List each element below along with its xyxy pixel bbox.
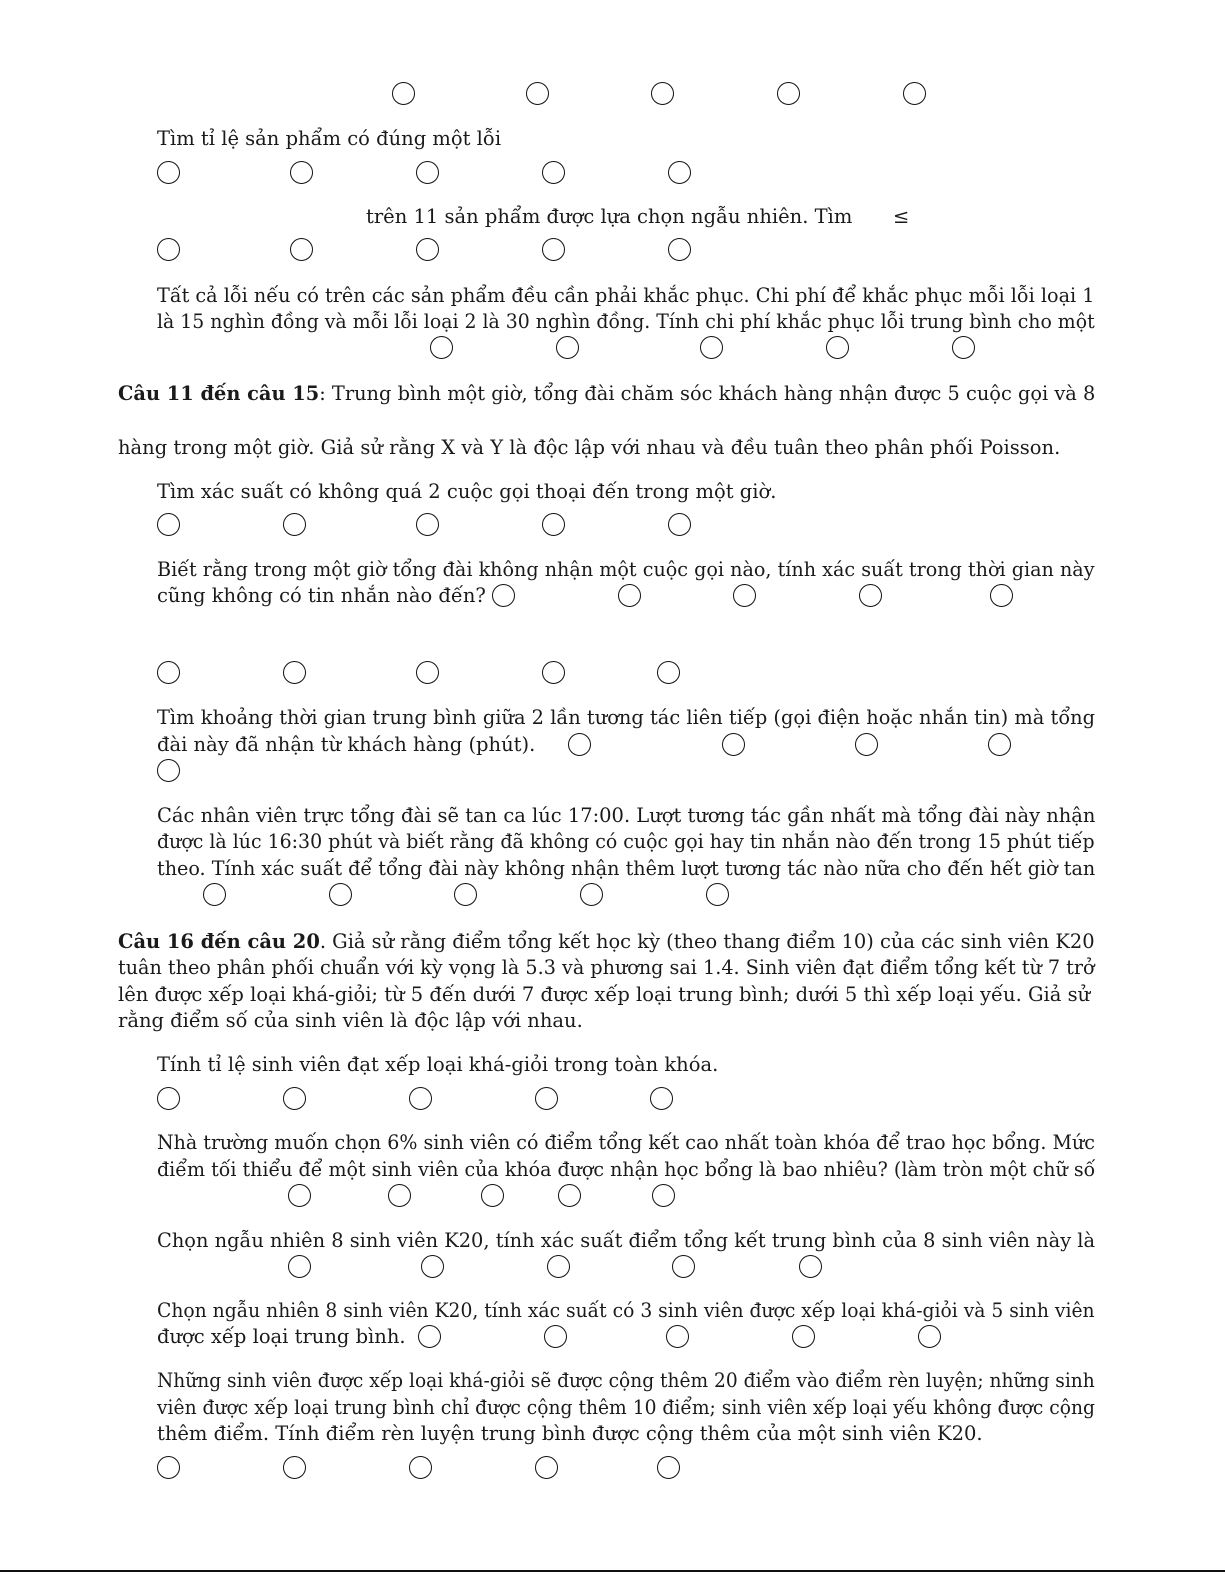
question-14-line-1: Tìm khoảng thời gian trung bình giữa 2 lần tương tác liên tiếp (gọi điện hoặc nhắn tin) mà tổng [157,706,1096,729]
question-19-line-2: được xếp loại trung bình. [157,1325,406,1348]
question-17-line-1: Nhà trường muốn chọn 6% sinh viên có điểm tổng kết cao nhất toàn khóa để trao học bổng. Mức [157,1131,1095,1154]
answer-option-circle[interactable] [203,883,226,906]
answer-option-circle[interactable] [157,1456,180,1479]
section-2-intro: : Trung bình một giờ, tổng đài chăm sóc khách hàng nhận được 5 cuộc gọi và 8 [319,382,1096,405]
question-19-line-1: Chọn ngẫu nhiên 8 sinh viên K20, tính xác suất có 3 sinh viên được xếp loại khá-giỏi và 5 sinh viên [157,1299,1095,1322]
section-2-heading: Câu 11 đến câu 15 [118,382,320,405]
answer-option-circle[interactable] [157,1087,180,1110]
section-3-line-4: rằng điểm số của sinh viên là độc lập với nhau. [118,1009,583,1032]
answer-option-circle[interactable] [290,238,313,261]
question-8-line-2: là 15 nghìn đồng và mỗi lỗi loại 2 là 30 nghìn đồng. Tính chi phí khắc phục lỗi trung bình cho một [157,310,1095,333]
answer-option-circle[interactable] [288,1184,311,1207]
question-15-line-1: Các nhân viên trực tổng đài sẽ tan ca lúc 17:00. Lượt tương tác gần nhất mà tổng đài này nhận [157,804,1096,827]
answer-option-circle[interactable] [157,661,180,684]
answer-option-circle[interactable] [799,1255,822,1278]
answer-option-circle[interactable] [652,1184,675,1207]
question-12-line-1: Biết rằng trong một giờ tổng đài không nhận một cuộc gọi nào, tính xác suất trong thời gian này [157,558,1095,581]
answer-option-circle[interactable] [535,1456,558,1479]
answer-option-circle[interactable] [416,161,439,184]
answer-option-circle[interactable] [859,584,882,607]
section-2-line-1 [118,380,1095,407]
answer-option-circle[interactable] [542,513,565,536]
answer-option-circle[interactable] [418,1325,441,1348]
answer-option-circle[interactable] [580,883,603,906]
answer-option-circle[interactable] [666,1325,689,1348]
answer-option-circle[interactable] [430,336,453,359]
answer-option-circle[interactable] [722,733,745,756]
question-7-text: trên 11 sản phẩm được lựa chọn ngẫu nhiên. Tìm [366,205,853,228]
answer-option-circle[interactable] [409,1456,432,1479]
question-11-text: Tìm xác suất có không quá 2 cuộc gọi thoại đến trong một giờ. [157,480,777,503]
question-16-text: Tính tỉ lệ sinh viên đạt xếp loại khá-giỏi trong toàn khóa. [157,1053,719,1076]
answer-option-circle[interactable] [855,733,878,756]
answer-option-circle[interactable] [283,661,306,684]
question-20-line-1: Những sinh viên được xếp loại khá-giỏi sẽ được cộng thêm 20 điểm vào điểm rèn luyện; những sinh [157,1369,1095,1392]
question-17-line-2: điểm tối thiểu để một sinh viên của khóa được nhận học bổng là bao nhiêu? (làm tròn một chữ số [157,1158,1096,1181]
answer-option-circle[interactable] [542,161,565,184]
answer-option-circle[interactable] [558,1184,581,1207]
page-bottom-rule [0,1570,1225,1572]
answer-option-circle[interactable] [535,1087,558,1110]
answer-option-circle[interactable] [657,661,680,684]
answer-option-circle[interactable] [651,82,674,105]
question-6-text: Tìm tỉ lệ sản phẩm có đúng một lỗi [157,127,502,150]
answer-option-circle[interactable] [903,82,926,105]
answer-option-circle[interactable] [706,883,729,906]
section-3-line-1 [118,928,1095,955]
answer-option-circle[interactable] [421,1255,444,1278]
question-15-line-2: được là lúc 16:30 phút và biết rằng đã không có cuộc gọi hay tin nhắn nào đến trong 15 phút tiếp [157,830,1095,853]
question-18-text: Chọn ngẫu nhiên 8 sinh viên K20, tính xác suất điểm tổng kết trung bình của 8 sinh viên này là [157,1229,1096,1252]
answer-option-circle[interactable] [618,584,641,607]
answer-option-circle[interactable] [568,733,591,756]
answer-option-circle[interactable] [733,584,756,607]
question-15-line-3: theo. Tính xác suất để tổng đài này không nhận thêm lượt tương tác nào nữa cho đến hết giờ tan [157,857,1096,880]
answer-option-circle[interactable] [288,1255,311,1278]
answer-option-circle[interactable] [283,513,306,536]
answer-option-circle[interactable] [283,1087,306,1110]
answer-option-circle[interactable] [157,161,180,184]
section-3-heading: Câu 16 đến câu 20 [118,930,320,953]
answer-option-circle[interactable] [157,513,180,536]
answer-option-circle[interactable] [990,584,1013,607]
answer-option-circle[interactable] [283,1456,306,1479]
answer-option-circle[interactable] [952,336,975,359]
answer-option-circle[interactable] [416,661,439,684]
answer-option-circle[interactable] [157,238,180,261]
answer-option-circle[interactable] [416,513,439,536]
question-20-line-3: thêm điểm. Tính điểm rèn luyện trung bình được cộng thêm của một sinh viên K20. [157,1422,983,1445]
answer-option-circle[interactable] [409,1087,432,1110]
question-14-line-2: đài này đã nhận từ khách hàng (phút). [157,733,536,756]
answer-option-circle[interactable] [668,513,691,536]
answer-option-circle[interactable] [157,759,180,782]
answer-option-circle[interactable] [416,238,439,261]
answer-option-circle[interactable] [792,1325,815,1348]
answer-option-circle[interactable] [657,1456,680,1479]
answer-option-circle[interactable] [650,1087,673,1110]
answer-option-circle[interactable] [672,1255,695,1278]
answer-option-circle[interactable] [668,238,691,261]
answer-option-circle[interactable] [544,1325,567,1348]
answer-option-circle[interactable] [556,336,579,359]
section-3-intro: . Giả sử rằng điểm tổng kết học kỳ (theo thang điểm 10) của các sinh viên K20 [319,930,1095,953]
answer-option-circle[interactable] [700,336,723,359]
answer-option-circle[interactable] [542,661,565,684]
answer-option-circle[interactable] [454,883,477,906]
answer-option-circle[interactable] [777,82,800,105]
answer-option-circle[interactable] [481,1184,504,1207]
answer-option-circle[interactable] [290,161,313,184]
section-2-line-2: hàng trong một giờ. Giả sử rằng X và Y là độc lập với nhau và đều tuân theo phân phối Poisson. [118,436,1061,459]
section-3-line-2: tuân theo phân phối chuẩn với kỳ vọng là 5.3 và phương sai 1.4. Sinh viên đạt điểm tổng kết từ 7 trở [118,956,1095,979]
answer-option-circle[interactable] [826,336,849,359]
answer-option-circle[interactable] [918,1325,941,1348]
question-20-line-2: viên được xếp loại trung bình chỉ được cộng thêm 10 điểm; sinh viên xếp loại yếu không được cộng [157,1396,1096,1419]
answer-option-circle[interactable] [388,1184,411,1207]
question-8-line-1: Tất cả lỗi nếu có trên các sản phẩm đều cần phải khắc phục. Chi phí để khắc phục mỗi lỗi loại 1 [157,284,1095,307]
answer-option-circle[interactable] [492,584,515,607]
answer-option-circle[interactable] [392,82,415,105]
question-7-symbol: ≤ [893,205,910,228]
answer-option-circle[interactable] [329,883,352,906]
answer-option-circle[interactable] [526,82,549,105]
question-12-line-2: cũng không có tin nhắn nào đến? [157,584,486,607]
answer-option-circle[interactable] [542,238,565,261]
answer-option-circle[interactable] [668,161,691,184]
answer-option-circle[interactable] [547,1255,570,1278]
answer-option-circle[interactable] [988,733,1011,756]
section-3-line-3: lên được xếp loại khá-giỏi; từ 5 đến dưới 7 được xếp loại trung bình; dưới 5 thì xếp loại yếu. Giả sử [118,983,1091,1006]
